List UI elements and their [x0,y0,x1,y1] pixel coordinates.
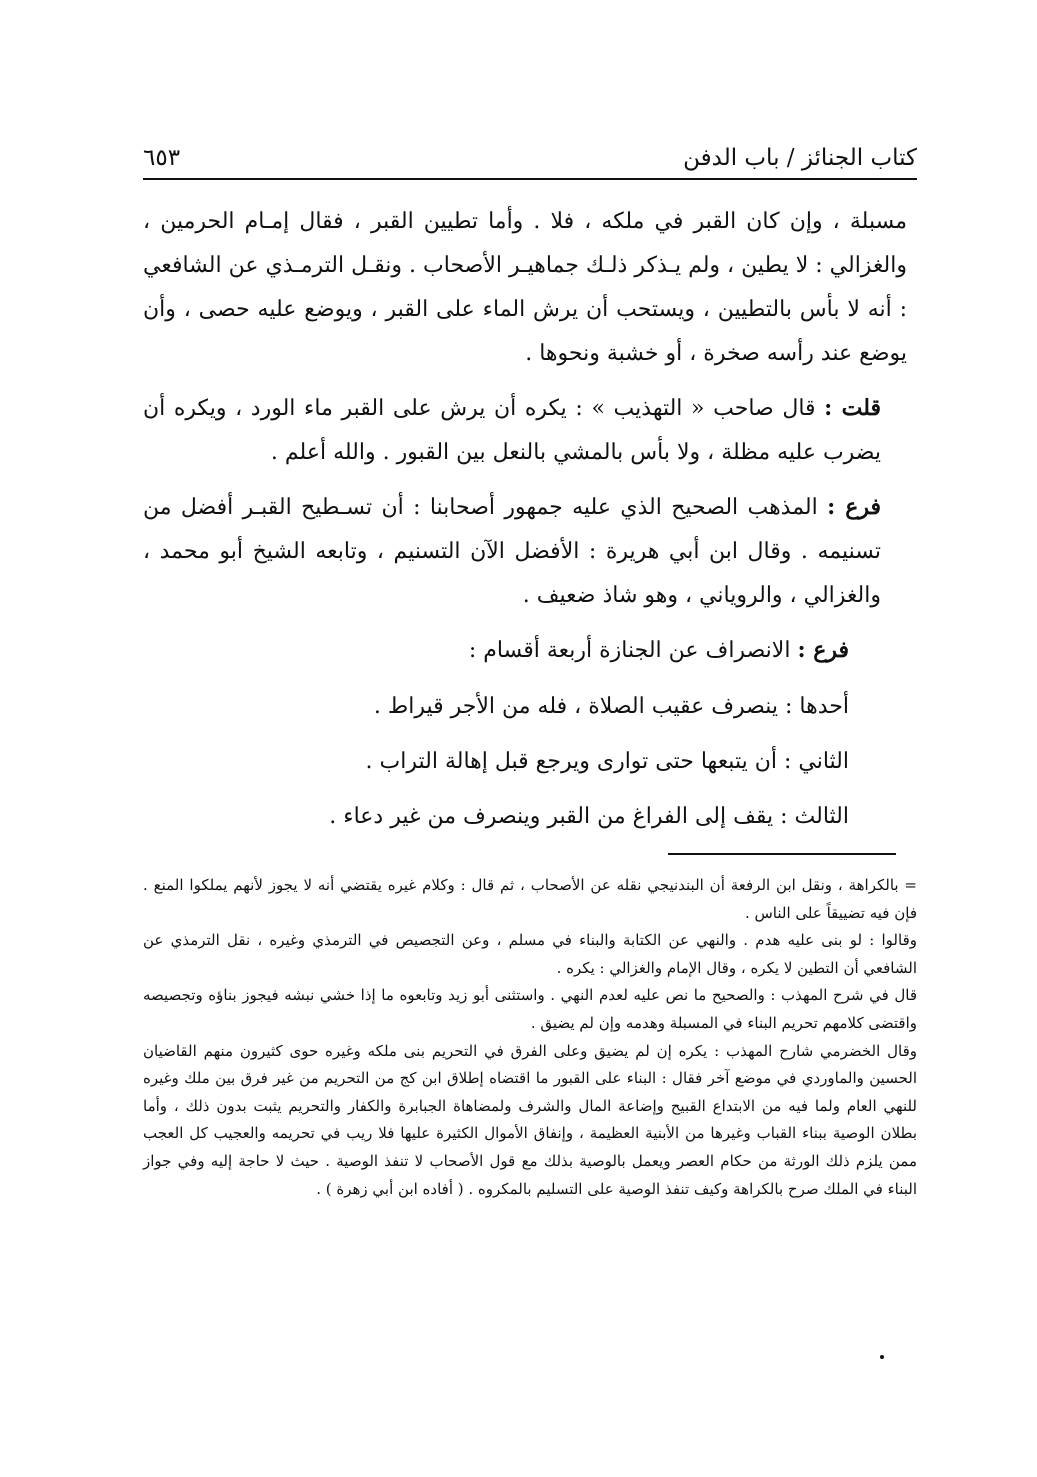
footnotes [143,872,917,1203]
item-lead: الثالث : [780,804,849,829]
item-text: يقف إلى الفراغ من القبر وينصرف من غير دعاء . [329,804,781,829]
footnote-paragraph: وقال الخضرمي شارح المهذب : يكره إن لم يضيق وعلى الفرق في التحريم بنى ملكه وغيره حوى كثيرون منهم القاضيان الحسين والماوردي في موضع آخر فقال : البناء على القبور ما اقتضاه إطلاق ابن كج من التحريم من غير فرق بين ملك وغيره للنهي العام ولما فيه من الابتداع القبيح وإضاعة المال والشرف ولمضاهاة الجبابرة والكفار والتحريم يثبت بدون ذلك ، وأما بطلان الوصية ببناء القباب وغيرها من الأبنية العظيمة ، وإنفاق الأموال الكثيرة عليها فلا ريب في تحريمه والعجيب كل العجب ممن يلزم ذلك الورثة من حكام العصر ويعمل بالوصية بذلك مع قول الأصحاب لا تنفذ الوصية . حيث لا حاجة إليه وفي جواز البناء في الملك صرح بالكراهة وكيف تنفذ الوصية على التسليم بالمكروه . ( أفاده ابن أبي زهرة ) . [143,1041,917,1198]
paragraph-qultu [143,386,907,475]
paragraph-text: الانصراف عن الجنازة أربعة أقسام : [468,638,798,663]
item-lead: أحدها : [785,694,849,719]
header-divider [143,178,917,180]
paragraph-lead: فرع : [797,637,849,663]
paragraph-burial-plastering [143,200,907,376]
item-lead: الثاني : [783,749,849,774]
chapter-title: كتاب الجنائز / باب الدفن [683,145,917,171]
paragraph-text: مسبلة ، وإن كان القبر في ملكه ، فلا . وأما تطيين القبر ، فقال إمـام الحرمين ، والغزالي : لا يطين ، ولم يـذكر ذلـك جماهيـر الأصحاب . ونقـل الترمـذي عن الشافعي : أنه لا بأس بالتطيين ، ويستحب أن يرش الماء على القبر ، ويوضع عليه حصى ، وأن يوضع عند رأسه صخرة ، أو خشبة ونحوها . [143,209,907,366]
paragraph-text: المذهب الصحيح الذي عليه جمهور أصحابنا : أن تسـطيح القبـر أفضل من تسنيمه . وقال ابن أبي هريرة : الأفضل الآن التسنيم ، وتابعه الشيخ أبو محمد ، والغزالي ، والروياني ، وهو شاذ ضعيف . [143,495,881,608]
running-header [143,140,917,176]
list-item-third [143,795,907,839]
footnote-paragraph: وقالوا : لو بنى عليه هدم . والنهي عن الكتابة والبناء في مسلم ، وعن التجصيص في الترمذي وغيره ، نقل الترمذي عن الشافعي أن التطين لا يكره ، وقال الإمام والغزالي : يكره . [143,931,917,977]
paragraph-far-insiraf [143,628,907,673]
item-text: ينصرف عقيب الصلاة ، فله من الأجر قيراط . [373,694,786,719]
footnote-divider [668,853,896,855]
paragraph-lead: فرع : [827,494,881,520]
main-text [143,200,907,850]
list-item-first [143,685,907,729]
footnote-paragraph: قال في شرح المهذب : والصحيح ما نص عليه لعدم النهي . واستثنى أبو زيد وتابعوه ما إذا خشي نبشه فيجوز بناؤه وتجصيصه واقتضى كلامهم تحريم البناء في المسبلة وهدمه وإن لم يضيق . [143,986,917,1032]
paragraph-lead: قلت : [824,395,881,421]
item-text: أن يتبعها حتى توارى ويرجع قبل إهالة التراب . [365,749,784,774]
paragraph-far-tasteeh [143,485,907,618]
footnote-paragraph: = بالكراهة ، ونقل ابن الرفعة أن البندنيجي نقله عن الأصحاب ، ثم قال : وكلام غيره يقتضي أنه لا يجوز لأنهم يملكوا المنع . فإن فيه تضييقاً على الناس . [143,876,917,922]
page-number: ٦٥٣ [143,145,181,171]
dot-mark [880,1355,884,1359]
list-item-second [143,740,907,784]
paragraph-text: قال صاحب « التهذيب » : يكره أن يرش على القبر ماء الورد ، ويكره أن يضرب عليه مظلة ، ولا بأس بالمشي بالنعل بين القبور . والله أعلم . [143,396,881,465]
